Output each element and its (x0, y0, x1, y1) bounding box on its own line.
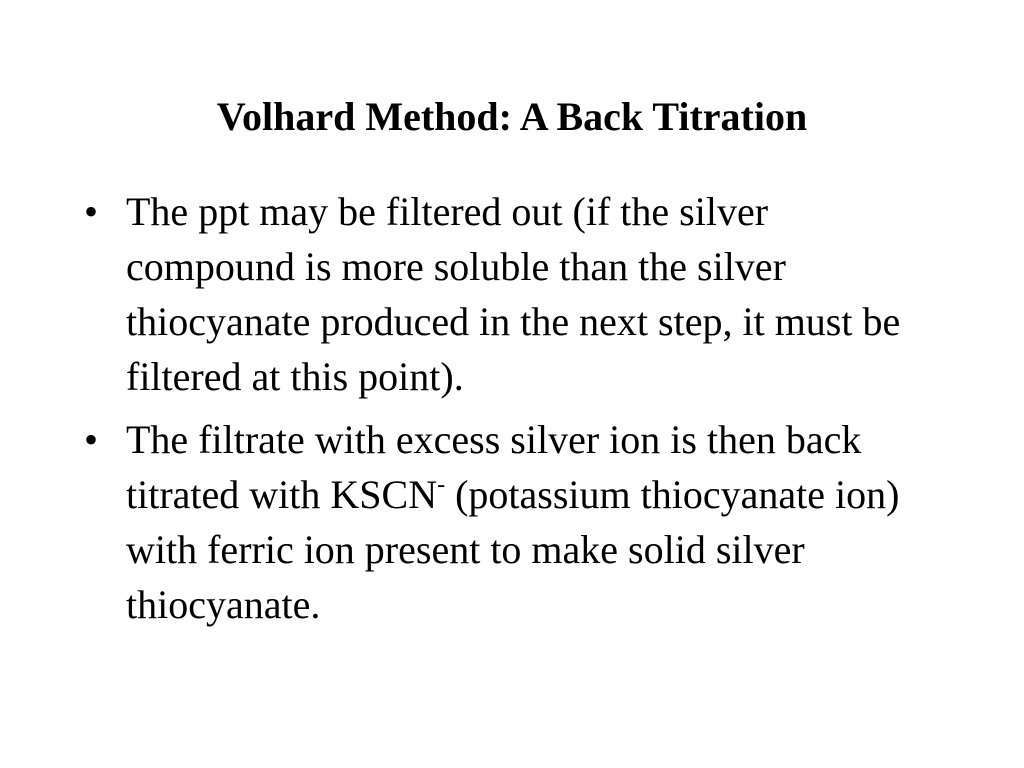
bullet-item-2 (84, 412, 914, 632)
bullet-item-1 (84, 184, 914, 404)
bullet-list (84, 184, 914, 640)
bullet-text-2-before: The filtrate with excess silver ion is then back titrated with KSCN (126, 417, 862, 517)
charge-superscript: - (437, 472, 446, 498)
bullet-text-2 (126, 417, 899, 627)
bullet-text-2-after: (potassium thiocyanate ion) with ferric ion present to make solid silver thiocyanate. (126, 472, 900, 627)
slide-title: Volhard Method: A Back Titration (216, 94, 808, 139)
bullet-icon: • (84, 189, 99, 234)
bullet-icon: • (84, 417, 99, 462)
bullet-text-1: The ppt may be filtered out (if the silver compound is more soluble than the silver thiocyanate produced in the next step, it must be filtered at this point). (126, 189, 901, 399)
